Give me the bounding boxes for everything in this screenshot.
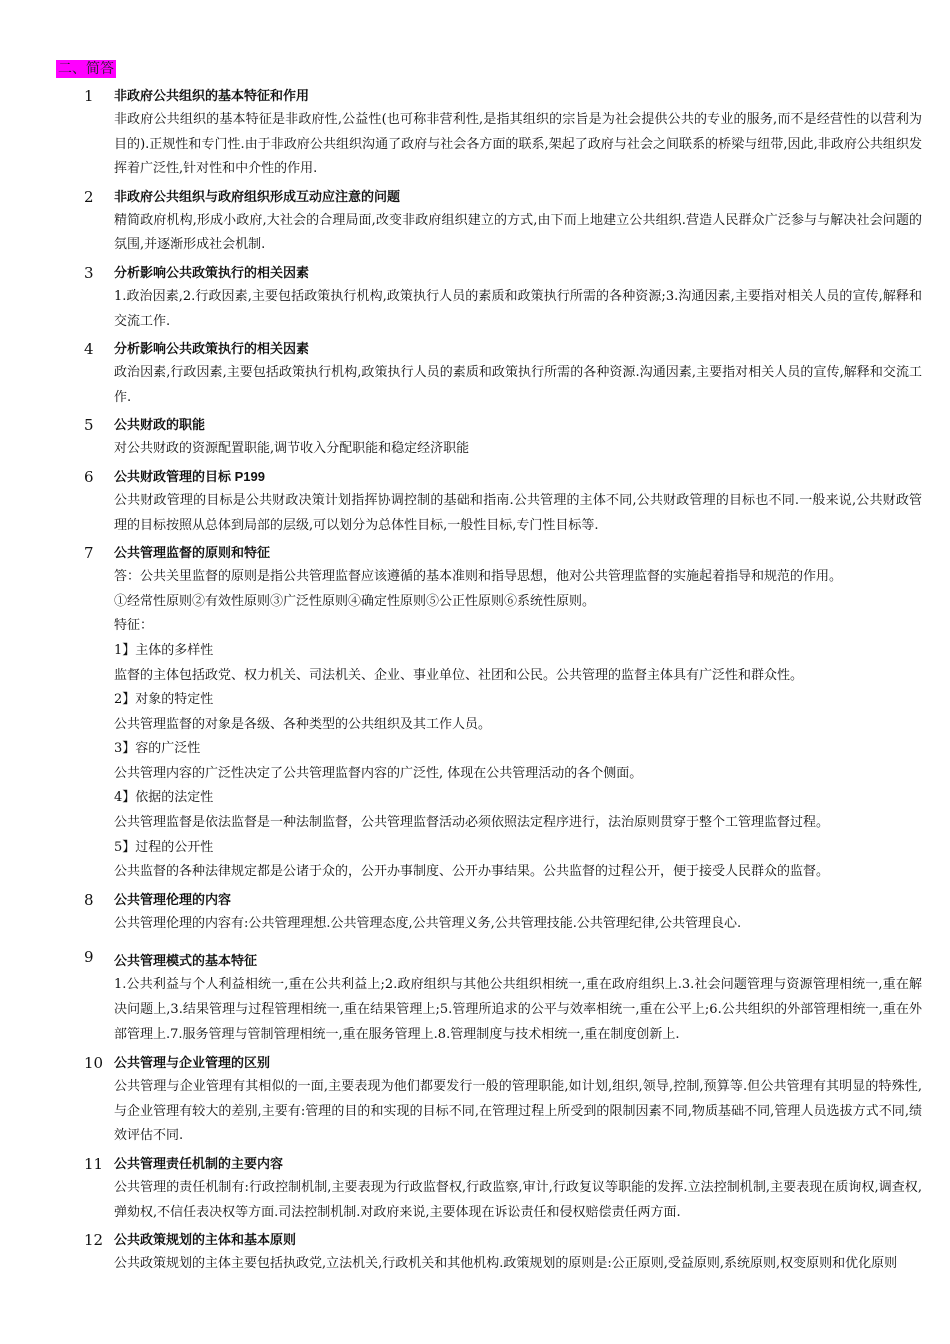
feature-heading: 4】依据的法定性: [114, 790, 214, 806]
answer-line: 监督的主体包括政党、权力机关、司法机关、企业、事业单位、社团和公民。公共管理的监督主体具有广泛性和群众性。: [114, 667, 804, 683]
item-number: 9: [84, 948, 94, 967]
item-number: 5: [84, 416, 94, 435]
answer-text: 1.公共利益与个人利益相统一,重在公共利益上;2.政府组织与其他公共组织相统一,重在政府组织上.3.社会问题管理与资源管理相统一,重在解决问题上,3.结果管理与过程管理相统一,重在结果管理上;5.管理所追求的公平与效率相统一,重在公平上;6.公共组织的外部管理相统一,重在外部管理上.7.服务管理与管制管理相统一,重在服务管理上.8.管理制度与技术相统一,重在制度创新上.: [114, 977, 922, 1042]
question-heading: 公共管理模式的基本特征: [114, 953, 258, 969]
item-number: 11: [84, 1155, 104, 1173]
list-item: [56, 337, 922, 410]
answer-text: 公共管理伦理的内容有:公共管理理想.公共管理态度,公共管理义务,公共管理技能.公共管理纪律,公共管理良心.: [114, 915, 742, 931]
item-number: 4: [84, 340, 94, 359]
answer-text: 精简政府机构,形成小政府,大社会的合理局面,改变非政府组织建立的方式,由下而上地建立公共组织.营造人民群众广泛参与与解决社会问题的氛围,并逐渐形成社会机制.: [114, 212, 922, 253]
feature-heading: 2】对象的特定性: [114, 692, 214, 708]
list-item: [56, 185, 922, 258]
list-item: [56, 541, 922, 885]
item-number: 7: [84, 544, 94, 563]
list-item: [56, 888, 922, 937]
question-heading: 公共管理与企业管理的区别: [114, 1055, 271, 1071]
answer-line: 答：公共关里监督的原则是指公共管理监督应该遵循的基本准则和指导思想，他对公共管理监督的实施起着指导和规范的作用。: [114, 569, 843, 585]
question-heading: 分析影响公共政策执行的相关因素: [114, 264, 310, 280]
item-number: 2: [84, 187, 94, 206]
answer-text: 非政府公共组织的基本特征是非政府性,公益性(也可称非营利性,是指其组织的宗旨是为社会提供公共的专业的服务,而不是经营性的以营利为目的).正规性和专门性.由于非政府公共组织沟通了政府与社会各方面的联系,架起了政府与社会之间联系的桥梁与纽带,因此,非政府公共组织发挥着广泛性,针对性和中介性的作用.: [114, 112, 922, 177]
list-item: [56, 261, 922, 334]
question-heading: 非政府公共组织的基本特征和作用: [114, 88, 310, 103]
question-heading: 公共财政管理的目标 P199: [114, 468, 265, 484]
question-heading: 非政府公共组织与政府组织形成互动应注意的问题: [114, 188, 401, 204]
question-heading: 分析影响公共政策执行的相关因素: [114, 341, 310, 357]
list-item: [56, 1051, 922, 1149]
question-heading: 公共财政的职能: [114, 417, 206, 433]
feature-heading: 3】容的广泛性: [114, 741, 201, 757]
answer-text: 1.政治因素,2.行政因素,主要包括政策执行机构,政策执行人员的素质和政策执行所需的各种资源;3.沟通因素,主要指对相关人员的宣传,解释和交流工作.: [114, 288, 922, 329]
answer-text: 公共财政管理的目标是公共财政决策计划指挥协调控制的基础和指南.公共管理的主体不同,公共财政管理的目标也不同.一般来说,公共财政管理的目标按照从总体到局部的层级,可以划分为总体性目标,一般性目标,专门性目标等.: [114, 492, 922, 533]
answer-text: 对公共财政的资源配置职能,调节收入分配职能和稳定经济职能: [114, 441, 470, 457]
feature-heading: 5】过程的公开性: [114, 839, 214, 855]
item-number: 3: [84, 263, 94, 282]
list-item: [56, 465, 922, 538]
item-number: 10: [84, 1054, 104, 1073]
item-number: 12: [84, 1231, 104, 1250]
list-item: [56, 84, 922, 182]
question-heading: 公共政策规划的主体和基本原则: [114, 1232, 297, 1248]
answer-text: 公共政策规划的主体主要包括执政党,立法机关,行政机关和其他机构.政策规划的原则是:公正原则,受益原则,系统原则,权变原则和优化原则: [114, 1256, 898, 1272]
question-heading: 公共管理伦理的内容: [114, 891, 232, 907]
answer-line: 公共监督的各种法律规定都是公诸于众的，公开办事制度、公开办事结果。公共监督的过程公开，便于接受人民群众的监督。: [114, 864, 830, 880]
answer-line: 公共管理监督的对象是各级、各种类型的公共组织及其工作人员。: [114, 716, 492, 732]
list-item: [56, 939, 922, 1047]
feature-heading: 1】主体的多样性: [114, 642, 214, 658]
question-heading: 公共管理监督的原则和特征: [114, 545, 271, 561]
list-item: [56, 1152, 922, 1225]
list-item: [56, 413, 922, 462]
section-title: 二、简答: [58, 61, 114, 77]
list-item: [56, 1228, 922, 1277]
answer-text: 公共管理的责任机制有:行政控制机制,主要表现为行政监督权,行政监察,审计,行政复议等职能的发挥.立法控制机制,主要表现在质询权,调查权,弹劾权,不信任表决权等方面.司法控制机制.对政府来说,主要体现在诉讼责任和侵权赔偿责任两方面.: [114, 1180, 922, 1220]
item-number: 6: [84, 467, 94, 486]
answer-text: 公共管理与企业管理有其相似的一面,主要表现为他们都要发行一般的管理职能,如计划,组织,领导,控制,预算等.但公共管理有其明显的特殊性,与企业管理有较大的差别,主要有:管理的目的和实现的目标不同,在管理过程上所受到的限制因素不同,物质基础不同,管理人员选拔方式不同,绩效评估不同.: [114, 1079, 922, 1144]
answer-text: 政治因素,行政因素,主要包括政策执行机构,政策执行人员的素质和政策执行所需的各种资源.沟通因素,主要指对相关人员的宣传,解释和交流工作.: [114, 365, 922, 405]
answer-line: 公共管理监督是依法监督是一种法制监督，公共管理监督活动必须依照法定程序进行，法治原则贯穿于整个工管理监督过程。: [114, 815, 830, 831]
answer-line: ①经常性原则②有效性原则③广泛性原则④确定性原则⑤公正性原则⑥系统性原则。: [114, 593, 596, 609]
item-number: 1: [84, 87, 94, 105]
answer-line: 特征：: [114, 618, 154, 634]
question-heading: 公共管理责任机制的主要内容: [114, 1156, 284, 1171]
answer-line: 公共管理内容的广泛性决定了公共管理监督内容的广泛性, 体现在公共管理活动的各个侧面。: [114, 765, 643, 781]
item-number: 8: [84, 890, 94, 909]
